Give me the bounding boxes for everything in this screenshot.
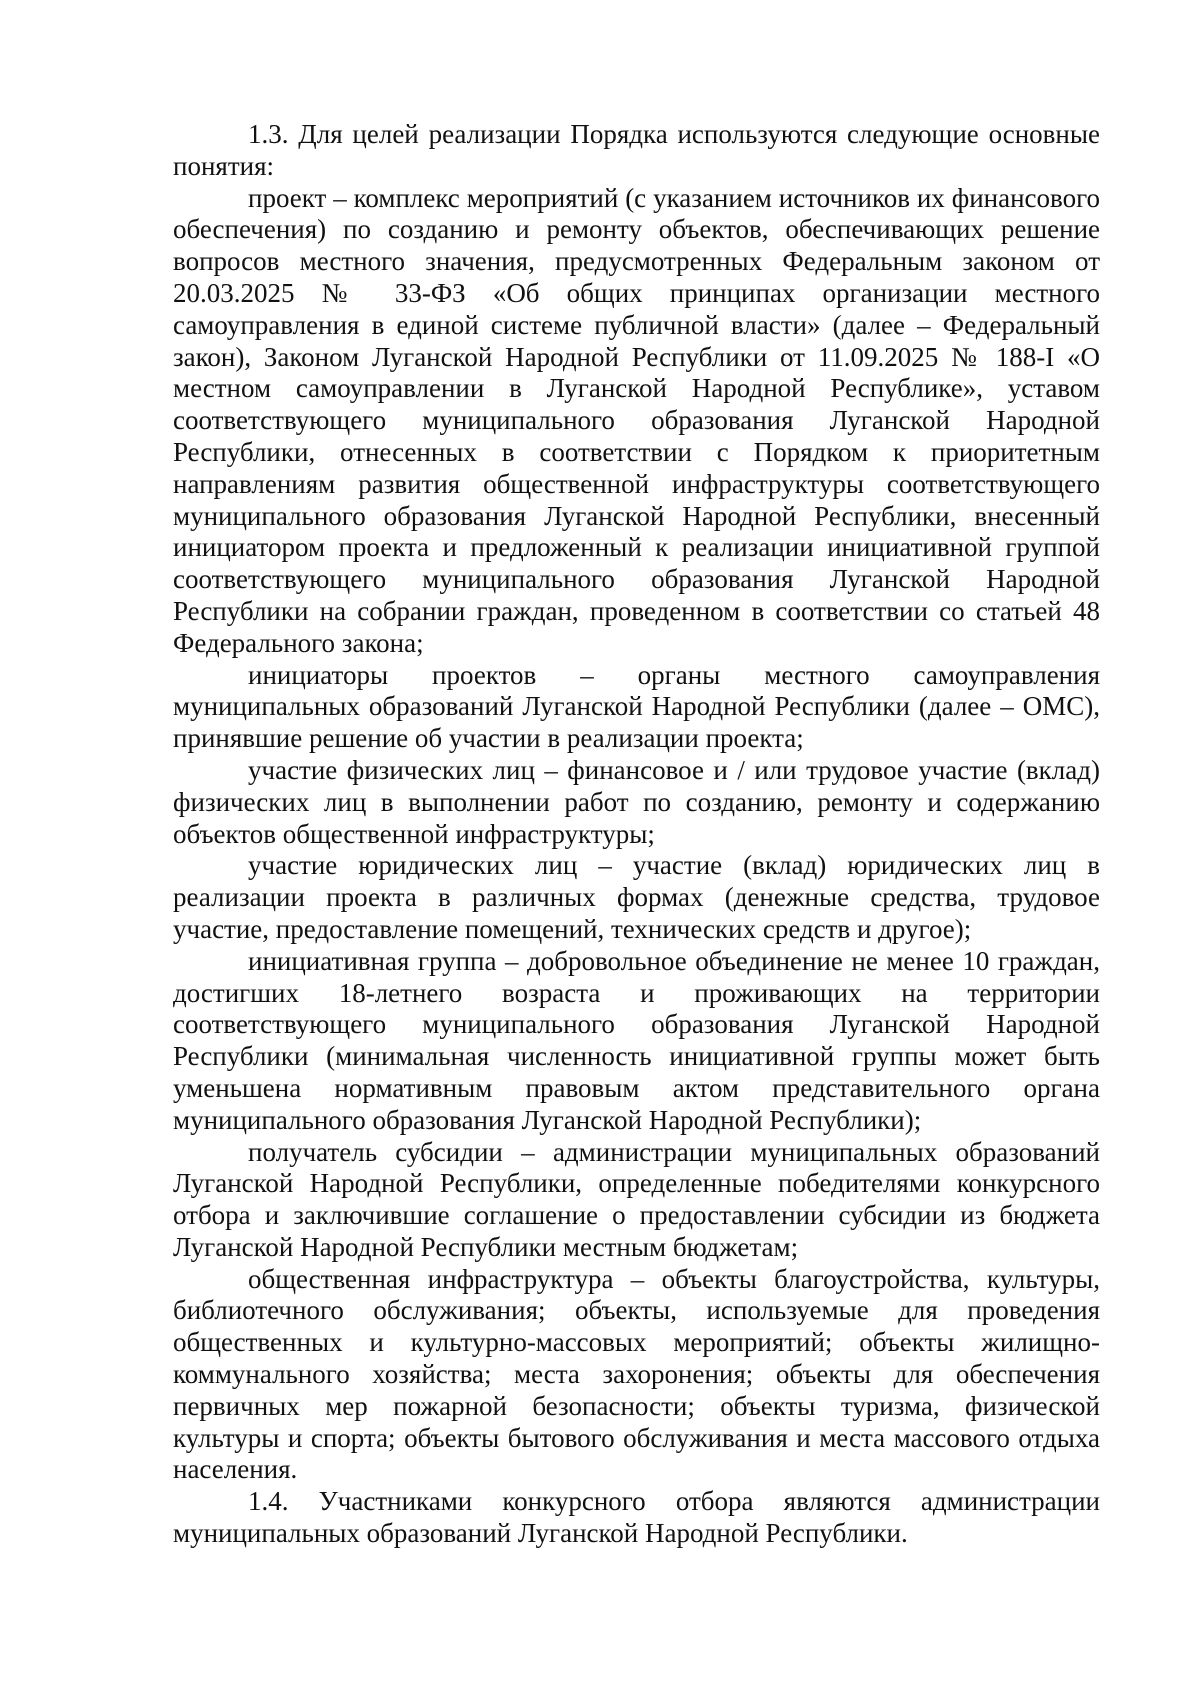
paragraph-definition-infrastruktura: общественная инфраструктура – объекты благоустройства, культуры, библиотечного обслуживания; объекты, используемые для проведения общественных и культурно-массовых мероприятий; объекты жилищно-коммунального хозяйства; места захоронения; объекты для обеспечения первичных мер пожарной безопасности; объекты туризма, физической культуры и спорта; объекты бытового обслуживания и места массового отдыха населения. (173, 1263, 1100, 1485)
paragraph-definition-initiatory: инициаторы проектов – органы местного самоуправления муниципальных образований Луганской Народной Республики (далее – ОМС), принявшие решение об участии в реализации проекта; (173, 659, 1100, 754)
paragraph-1-4: 1.4. Участниками конкурсного отбора являются администрации муниципальных образований Луганской Народной Республики. (173, 1486, 1100, 1549)
paragraph-definition-init-gruppa: инициативная группа – добровольное объединение не менее 10 граждан, достигших 18-летнего возраста и проживающих на территории соответствующего муниципального образования Луганской Народной Республики (минимальная численность инициативной группы может быть уменьшена нормативным правовым актом представительного органа муниципального образования Луганской Народной Республики); (173, 945, 1100, 1135)
paragraph-1-3: 1.3. Для целей реализации Порядка используются следующие основные понятия: (173, 119, 1100, 181)
paragraph-definition-yur-lica: участие юридических лиц – участие (вклад) юридических лиц в реализации проекта в различных формах (денежные средства, трудовое участие, предоставление помещений, технических средств и другое); (173, 850, 1100, 944)
paragraph-definition-fiz-lica: участие физических лиц – финансовое и / или трудовое участие (вклад) физических лиц в выполнении работ по созданию, ремонту и содержанию объектов общественной инфраструктуры; (173, 754, 1100, 849)
paragraph-definition-proekt: проект – комплекс мероприятий (с указанием источников их финансового обеспечения) по созданию и ремонту объектов, обеспечивающих решение вопросов местного значения, предусмотренных Федеральным законом от 20.03.2025 № 33-ФЗ «Об общих принципах организации местного самоуправления в единой системе публичной власти» (далее – Федеральный закон), Законом Луганской Народной Республики от 11.09.2025 № 188-I «О местном самоуправлении в Луганской Народной Республике», уставом соответствующего муниципального образования Луганской Народной Республики, отнесенных в соответствии с Порядком к приоритетным направлениям развития общественной инфраструктуры соответствующего муниципального образования Луганской Народной Республики, внесенный инициатором проекта и предложенный к реализации инициативной группой соответствующего муниципального образования Луганской Народной Республики на собрании граждан, проведенном в соответствии со статьей 48 Федерального закона; (173, 182, 1100, 658)
paragraph-definition-poluchatel: получатель субсидии – администрации муниципальных образований Луганской Народной Республики, определенные победителями конкурсного отбора и заключившие соглашение о предоставлении субсидии из бюджета Луганской Народной Республики местным бюджетам; (173, 1136, 1100, 1262)
document-page (173, 119, 1100, 1550)
